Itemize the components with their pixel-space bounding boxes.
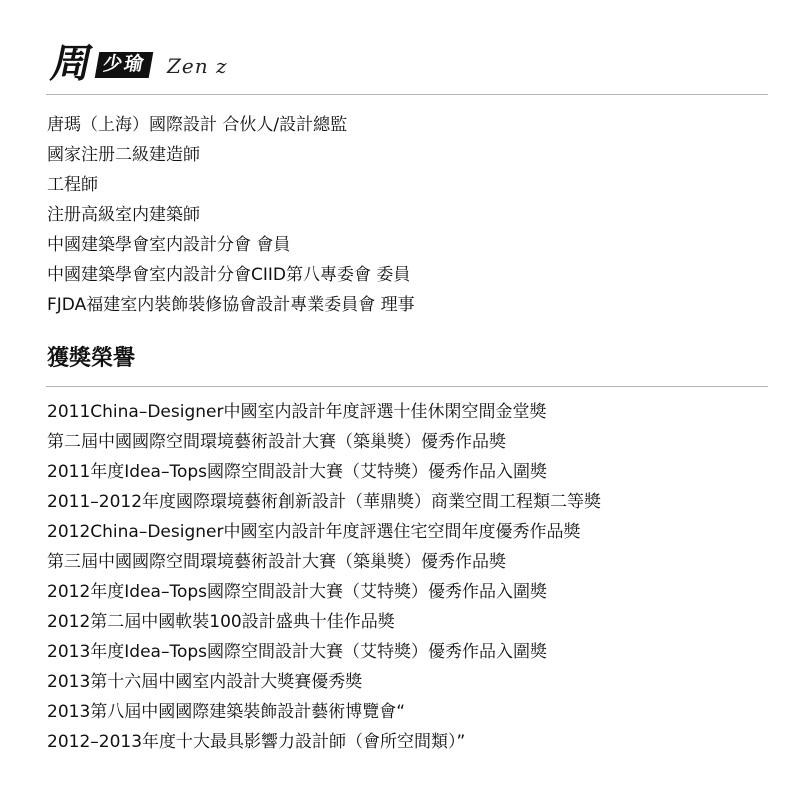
award-item: 2011年度Idea–Tops國際空間設計大賽（艾特獎）優秀作品入圍獎: [47, 462, 547, 482]
awards-list: [47, 397, 601, 757]
title-item: 唐瑪（上海）國際設計 合伙人/設計總監: [47, 115, 348, 135]
header-logo: [47, 34, 228, 87]
award-item: 2012年度Idea–Tops國際空間設計大賽（艾特獎）優秀作品入圍獎: [47, 582, 547, 602]
award-item: 2013第十六屆中國室内設計大獎賽優秀獎: [47, 672, 363, 692]
logo-surname: 周: [47, 40, 97, 87]
title-item: 工程師: [47, 175, 98, 195]
award-item: 2013第八屆中國國際建築裝飾設計藝術博覽會“: [47, 702, 406, 722]
titles-list: [47, 110, 415, 320]
award-item: 第三屆中國國際空間環境藝術設計大賽（築巢獎）優秀作品獎: [47, 552, 506, 572]
divider-awards: [46, 386, 768, 387]
title-item: 中國建築學會室内設計分會 會員: [47, 235, 291, 255]
award-item: 2011–2012年度國際環境藝術創新設計（華鼎獎）商業空間工程類二等獎: [47, 492, 602, 512]
award-item: 2012–2013年度十大最具影響力設計師（會所空間類）”: [47, 732, 466, 752]
divider-top: [46, 94, 768, 95]
award-item: 2012China–Designer中國室内設計年度評選住宅空間年度優秀作品獎: [47, 522, 581, 542]
title-item: FJDA福建室内裝飾裝修協會設計專業委員會 理事: [47, 295, 415, 315]
award-item: 2012第二屆中國軟裝100設計盛典十佳作品獎: [47, 612, 395, 632]
title-item: 注册高級室内建築師: [47, 205, 200, 225]
award-item: 2013年度Idea–Tops國際空間設計大賽（艾特獎）優秀作品入圍獎: [47, 642, 547, 662]
award-item: 2011China–Designer中國室内設計年度評選十佳休閑空間金堂獎: [47, 402, 547, 422]
logo-given-name-block: 少瑜: [95, 52, 154, 78]
awards-heading: 獲獎榮譽: [47, 346, 136, 371]
title-item: 國家注册二級建造師: [47, 145, 200, 165]
award-item: 第二屆中國國際空間環境藝術設計大賽（築巢獎）優秀作品獎: [47, 432, 506, 452]
title-item: 中國建築學會室内設計分會CIID第八專委會 委員: [47, 265, 411, 285]
logo-english-name: Zen z: [167, 54, 228, 78]
